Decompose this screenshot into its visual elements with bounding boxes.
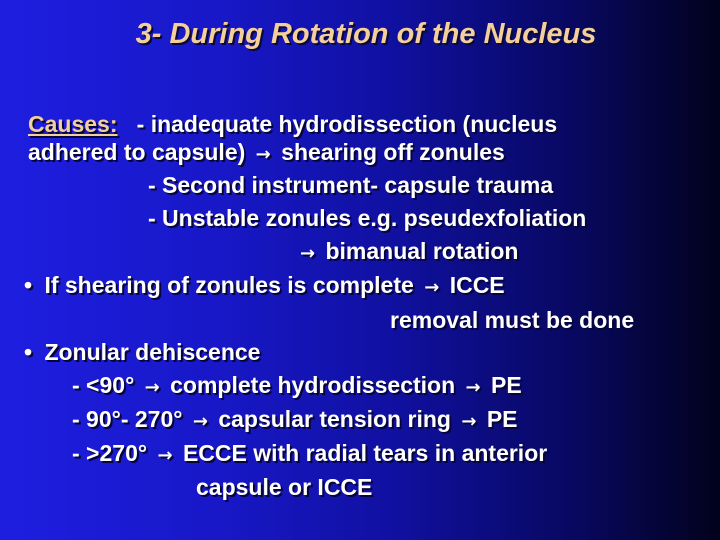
bullet-icon: • bbox=[24, 339, 33, 365]
cause-result-text: shearing off zonules bbox=[281, 139, 505, 165]
right-arrow-icon: → bbox=[157, 445, 173, 466]
dehiscence-range: - >270° bbox=[72, 440, 148, 466]
dehiscence-range: - 90°- 270° bbox=[72, 406, 183, 432]
cause-result-line bbox=[296, 236, 518, 269]
dehiscence-action: complete hydrodissection bbox=[170, 372, 456, 398]
dehiscence-continuation-line bbox=[196, 472, 372, 502]
dehiscence-action: ECCE with radial tears in anterior bbox=[182, 440, 548, 466]
right-arrow-icon: → bbox=[465, 377, 481, 398]
cause-continuation-line bbox=[28, 137, 505, 170]
cause-line bbox=[148, 170, 553, 200]
causes-line bbox=[28, 109, 557, 139]
bullet-text: If shearing of zonules is complete bbox=[44, 272, 414, 298]
cause-line bbox=[148, 203, 586, 233]
bullet-text: Zonular dehiscence bbox=[44, 339, 261, 365]
causes-label: Causes: bbox=[28, 111, 118, 137]
dehiscence-action: capsular tension ring bbox=[218, 406, 451, 432]
bullet-result-text: ICCE bbox=[449, 272, 505, 298]
cause-text: - Unstable zonules e.g. pseudexfoliation bbox=[148, 205, 587, 231]
bullet-line bbox=[24, 337, 260, 367]
dehiscence-line bbox=[72, 370, 522, 403]
right-arrow-icon: → bbox=[424, 277, 440, 298]
cause-result-text: bimanual rotation bbox=[325, 238, 519, 264]
dehiscence-line bbox=[72, 438, 547, 471]
dehiscence-line bbox=[72, 404, 518, 437]
dehiscence-result: PE bbox=[491, 372, 522, 398]
right-arrow-icon: → bbox=[144, 377, 160, 398]
cause-text: - Second instrument- capsule trauma bbox=[148, 172, 554, 198]
bullet-text: removal must be done bbox=[390, 307, 635, 333]
bullet-continuation-line bbox=[390, 305, 634, 335]
right-arrow-icon: → bbox=[461, 411, 477, 432]
cause-text: adhered to capsule) bbox=[28, 139, 246, 165]
dehiscence-action: capsule or ICCE bbox=[196, 474, 373, 500]
dehiscence-range: - <90° bbox=[72, 372, 135, 398]
right-arrow-icon: → bbox=[192, 411, 208, 432]
dehiscence-result: PE bbox=[486, 406, 518, 432]
slide-title: 3- During Rotation of the Nucleus bbox=[135, 18, 597, 50]
right-arrow-icon: → bbox=[300, 243, 316, 264]
cause-text: - inadequate hydrodissection (nucleus bbox=[136, 111, 558, 137]
bullet-line bbox=[24, 270, 505, 303]
bullet-icon: • bbox=[24, 272, 33, 298]
right-arrow-icon: → bbox=[255, 144, 271, 165]
